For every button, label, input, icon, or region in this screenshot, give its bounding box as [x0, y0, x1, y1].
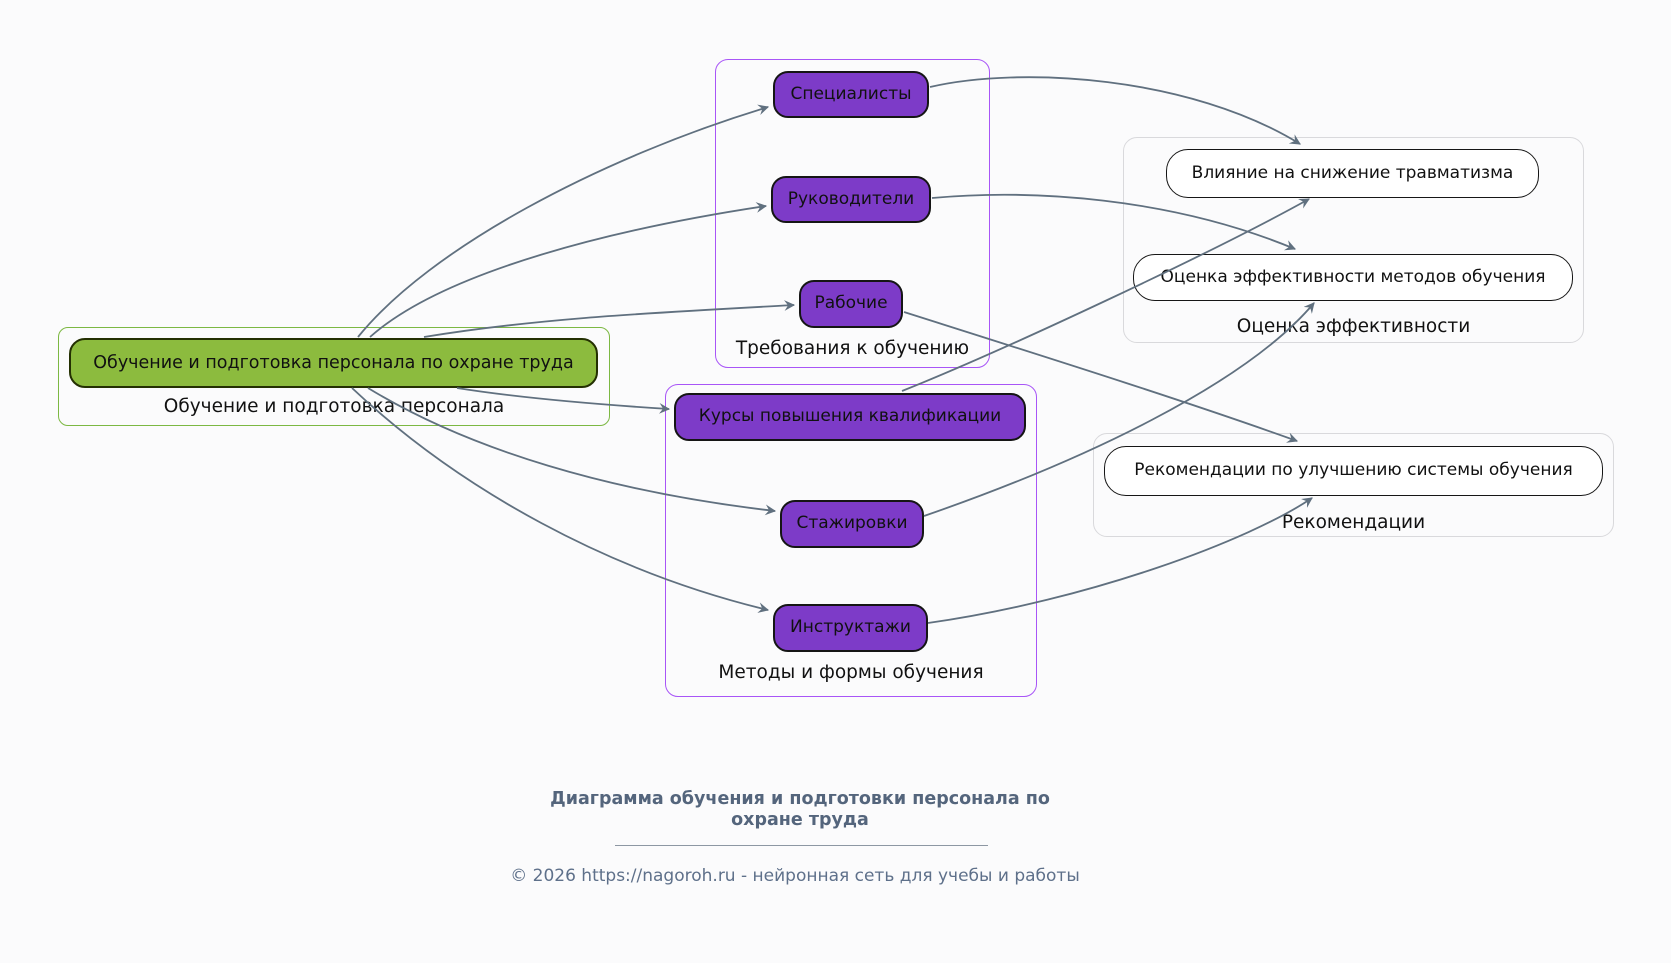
cluster-evaluation — [1123, 137, 1584, 343]
cluster-methods-label: Методы и формы обучения — [718, 662, 984, 683]
cluster-methods — [665, 384, 1037, 697]
node-courses: Курсы повышения квалификации — [674, 393, 1026, 441]
cluster-root — [58, 327, 610, 426]
cluster-requirements-label: Требования к обучению — [735, 338, 970, 359]
cluster-recommendations — [1093, 433, 1614, 537]
node-internships: Стажировки — [780, 500, 924, 548]
diagram-title — [420, 789, 1180, 830]
cluster-root-label: Обучение и подготовка персонала — [163, 396, 505, 417]
cluster-evaluation-label: Оценка эффективности — [1236, 316, 1471, 337]
node-injury-impact: Влияние на снижение травматизма — [1166, 149, 1539, 198]
node-improvement: Рекомендации по улучшению системы обучения — [1104, 446, 1603, 496]
node-briefings: Инструктажи — [773, 604, 928, 652]
copyright-text: © 2026 https://nagoroh.ru - нейронная сеть для учебы и работы — [510, 866, 1080, 886]
diagram-title-line1: Диаграмма обучения и подготовки персонала по — [550, 789, 1050, 809]
diagram-title-line2: охране труда — [731, 809, 869, 830]
node-specialists: Специалисты — [773, 71, 929, 118]
node-workers: Рабочие — [799, 280, 903, 328]
node-managers: Руководители — [771, 176, 931, 223]
edge-training-specialists — [358, 107, 768, 337]
cluster-recommendations-label: Рекомендации — [1281, 512, 1426, 533]
footer-divider — [615, 845, 988, 846]
cluster-requirements — [715, 59, 990, 368]
node-training: Обучение и подготовка персонала по охране труда — [69, 338, 598, 388]
edge-training-managers — [370, 206, 766, 337]
node-methods-evaluation: Оценка эффективности методов обучения — [1133, 254, 1573, 301]
